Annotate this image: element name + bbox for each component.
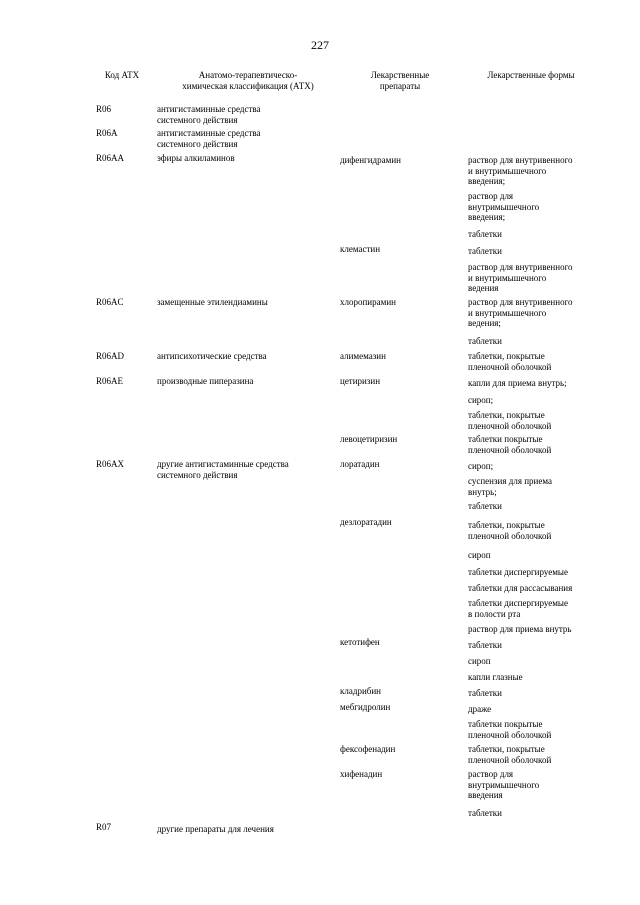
atc-code: R06AD: [96, 351, 125, 361]
dosage-form: раствор для внутримышечного введения;: [468, 191, 540, 222]
dosage-form: таблетки: [468, 808, 503, 818]
dosage-form: таблетки для рассасывания: [468, 583, 573, 593]
dosage-form: таблетки: [468, 501, 503, 511]
dosage-form: таблетки, покрытые пленочной оболочкой: [468, 410, 552, 431]
dosage-form: таблетки: [468, 229, 503, 239]
dosage-form: раствор для внутривенного и внутримышечного ведения: [468, 262, 573, 293]
dosage-form: таблетки: [468, 640, 503, 650]
drug-name: кладрибин: [340, 686, 381, 696]
drug-name: клемастин: [340, 244, 381, 254]
atc-classification: антигистаминные средства системного действия: [157, 104, 261, 125]
dosage-form: таблетки: [468, 246, 503, 256]
dosage-form: таблетки: [468, 336, 503, 346]
dosage-form: таблетки, покрытые пленочной оболочкой: [468, 744, 552, 765]
drug-name: левоцетиризин: [340, 434, 398, 444]
dosage-form: раствор для внутривенного и внутримышечного ведения;: [468, 297, 573, 328]
drug-name: кетотифен: [340, 637, 380, 647]
header-forms: Лекарственные формы: [487, 70, 575, 80]
drug-name: лоратадин: [340, 459, 380, 469]
dosage-form: сироп;: [468, 461, 494, 471]
atc-classification: другие антигистаминные средства системного действия: [157, 459, 289, 480]
dosage-form: драже: [468, 704, 492, 714]
drug-name: дезлоратадин: [340, 517, 392, 527]
atc-code: R06AE: [96, 376, 123, 386]
drug-name: мебгидролин: [340, 702, 391, 712]
dosage-form: таблетки, покрытые пленочной оболочкой: [468, 520, 552, 541]
drug-name: алимемазин: [340, 351, 386, 361]
dosage-form: сироп: [468, 656, 491, 666]
dosage-form: раствор для приема внутрь: [468, 624, 572, 634]
drug-name: хифенадин: [340, 769, 383, 779]
atc-classification: эфиры алкиламинов: [157, 153, 235, 163]
dosage-form: сироп;: [468, 395, 494, 405]
drug-name: цетиризин: [340, 376, 381, 386]
atc-classification: производные пиперазина: [157, 376, 254, 386]
dosage-form: таблетки покрытые пленочной оболочкой: [468, 434, 552, 455]
page-number: 227: [311, 38, 329, 52]
atc-code: R07: [96, 822, 112, 832]
atc-classification: антипсихотические средства: [157, 351, 267, 361]
drug-name: фексофенадин: [340, 744, 396, 754]
dosage-form: таблетки диспергируемые: [468, 567, 568, 577]
atc-code: R06: [96, 104, 112, 114]
atc-classification: другие препараты для лечения: [157, 824, 274, 834]
atc-code: R06A: [96, 128, 118, 138]
dosage-form: таблетки, покрытые пленочной оболочкой: [468, 351, 552, 372]
dosage-form: таблетки диспергируемые в полости рта: [468, 598, 568, 619]
drug-name: дифенгидрамин: [340, 155, 401, 165]
atc-classification: замещенные этилендиамины: [157, 297, 268, 307]
header-classification: Анатомо-терапевтическо- химическая классификация (АТХ): [182, 70, 314, 91]
header-code: Код АТХ: [104, 70, 140, 80]
dosage-form: капли глазные: [468, 672, 523, 682]
dosage-form: раствор для внутримышечного введения: [468, 769, 540, 800]
dosage-form: таблетки: [468, 688, 503, 698]
header-drugs: Лекарственные препараты: [370, 70, 430, 91]
atc-code: R06AC: [96, 297, 124, 307]
drug-name: хлоропирамин: [340, 297, 396, 307]
dosage-form: сироп: [468, 550, 491, 560]
atc-classification: антигистаминные средства системного действия: [157, 128, 261, 149]
atc-code: R06AX: [96, 459, 125, 469]
dosage-form: капли для приема внутрь;: [468, 378, 567, 388]
dosage-form: таблетки покрытые пленочной оболочкой: [468, 719, 552, 740]
dosage-form: раствор для внутривенного и внутримышечного введения;: [468, 155, 573, 186]
atc-code: R06AA: [96, 153, 125, 163]
dosage-form: суспензия для приема внутрь;: [468, 476, 552, 497]
